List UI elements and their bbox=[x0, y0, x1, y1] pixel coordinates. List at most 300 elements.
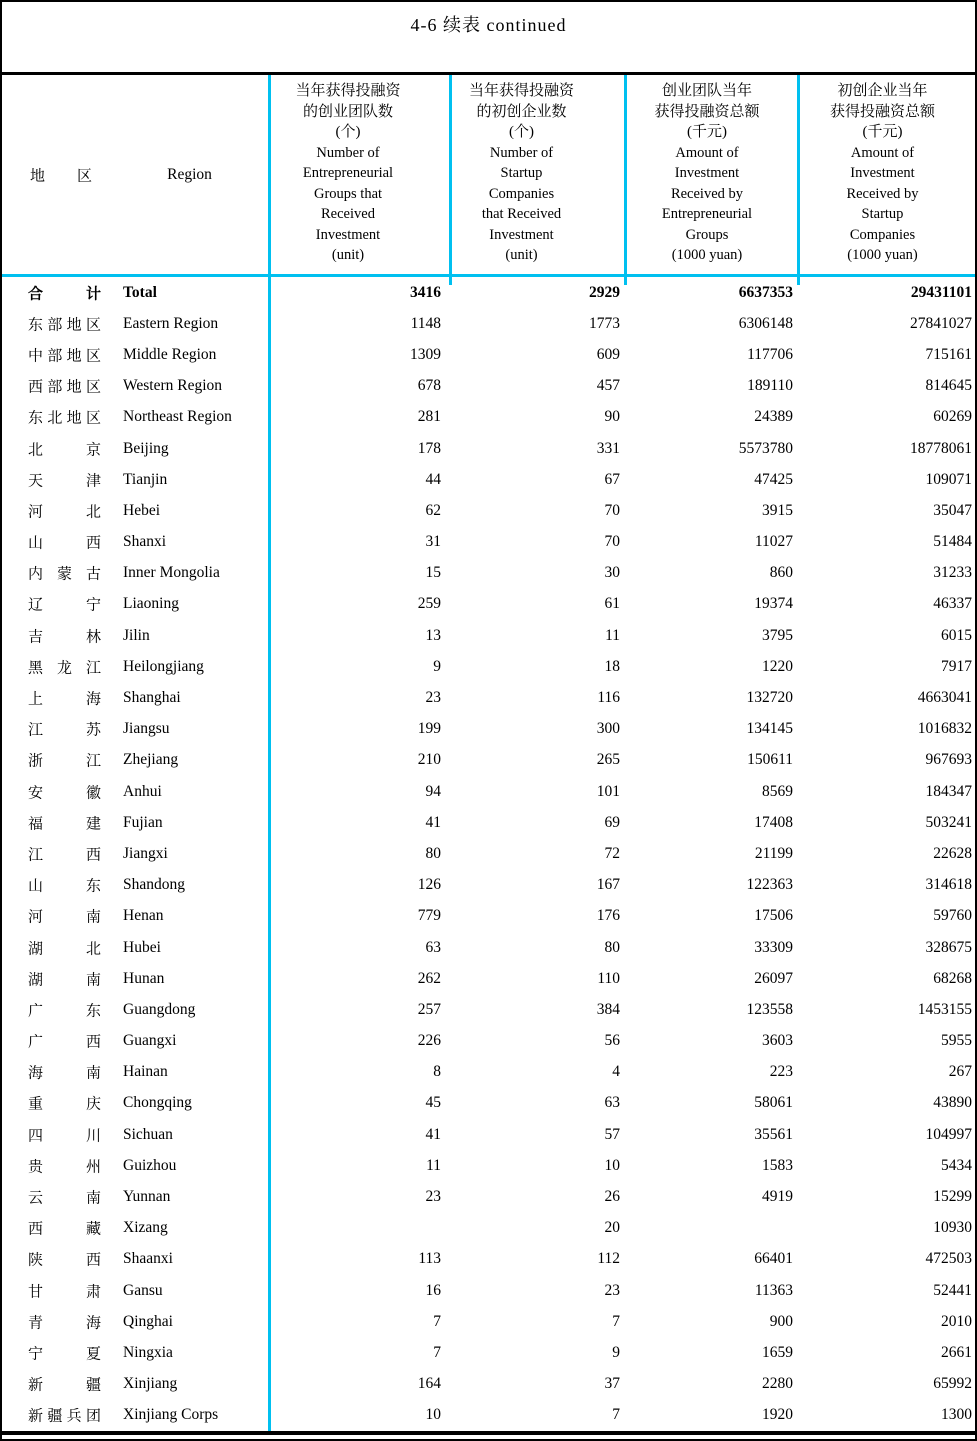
value-startup-companies-count: 80 bbox=[604, 938, 620, 956]
value-entrepreneurial-groups-count: 7 bbox=[433, 1312, 441, 1330]
value-entrepreneurial-groups-count: 1309 bbox=[410, 345, 441, 363]
column-header-line-cn: 的创业团队数 bbox=[302, 103, 393, 120]
value-startup-companies-count: 457 bbox=[596, 377, 620, 395]
value-investment-entrepreneurial-groups: 8569 bbox=[762, 782, 793, 800]
region-name-cn bbox=[28, 781, 101, 802]
value-entrepreneurial-groups-count: 11 bbox=[426, 1156, 441, 1174]
region-name-cn-char: 宁 bbox=[28, 1346, 44, 1363]
region-name-cn-char: 地 bbox=[66, 410, 82, 427]
value-entrepreneurial-groups-count: 113 bbox=[418, 1250, 441, 1268]
column-header bbox=[454, 81, 589, 266]
region-name-en: Middle Region bbox=[123, 345, 217, 363]
region-name-cn bbox=[28, 875, 101, 896]
region-name-en: Sichuan bbox=[123, 1125, 173, 1143]
value-investment-startup-companies: 18778061 bbox=[910, 439, 972, 457]
value-investment-entrepreneurial-groups: 3915 bbox=[762, 501, 793, 519]
table-row bbox=[2, 308, 975, 339]
column-header-line-cn: 获得投融资总额 bbox=[829, 103, 935, 120]
column-header-line-en: (1000 yuan) bbox=[847, 247, 918, 263]
region-name-cn bbox=[28, 1342, 101, 1363]
value-entrepreneurial-groups-count: 226 bbox=[417, 1032, 441, 1050]
region-name-cn-char: 西 bbox=[28, 379, 44, 396]
column-header bbox=[273, 81, 423, 266]
table-row bbox=[2, 371, 975, 402]
table-row bbox=[2, 745, 975, 776]
region-name-cn-char: 黑 bbox=[28, 660, 44, 677]
column-divider-3 bbox=[797, 75, 800, 285]
region-name-cn bbox=[28, 532, 101, 553]
value-investment-startup-companies: 2661 bbox=[941, 1343, 972, 1361]
value-entrepreneurial-groups-count: 41 bbox=[425, 813, 441, 831]
value-entrepreneurial-groups-count: 281 bbox=[417, 408, 441, 426]
region-name-cn bbox=[28, 376, 101, 397]
region-name-cn bbox=[28, 1093, 101, 1114]
value-investment-entrepreneurial-groups: 150611 bbox=[747, 751, 793, 769]
region-name-cn-char: 部 bbox=[47, 317, 63, 334]
value-investment-entrepreneurial-groups: 1920 bbox=[762, 1406, 793, 1424]
value-investment-startup-companies: 1453155 bbox=[917, 1000, 972, 1018]
table-row bbox=[2, 1181, 975, 1212]
value-startup-companies-count: 7 bbox=[612, 1406, 620, 1424]
column-header-line-cn: (个) bbox=[509, 124, 534, 140]
region-name-cn-char: 湖 bbox=[28, 972, 44, 989]
region-name-cn bbox=[28, 344, 101, 365]
table-row bbox=[2, 495, 975, 526]
value-investment-startup-companies: 314618 bbox=[925, 876, 972, 894]
value-startup-companies-count: 9 bbox=[612, 1343, 620, 1361]
region-name-en: Heilongjiang bbox=[123, 657, 204, 675]
region-name-en: Guangxi bbox=[123, 1032, 177, 1050]
value-investment-entrepreneurial-groups: 122363 bbox=[746, 876, 793, 894]
region-name-en: Hebei bbox=[123, 501, 161, 519]
region-name-en: Guizhou bbox=[123, 1156, 177, 1174]
region-name-cn-char: 中 bbox=[28, 348, 44, 365]
region-name-cn bbox=[28, 1155, 101, 1176]
region-name-cn-char: 北 bbox=[28, 442, 44, 459]
region-name-cn-char: 北 bbox=[85, 941, 101, 958]
region-name-en: Tianjin bbox=[123, 470, 168, 488]
value-startup-companies-count: 72 bbox=[604, 844, 620, 862]
region-name-cn bbox=[28, 688, 101, 709]
column-header-line-en: (unit) bbox=[331, 247, 365, 263]
region-name-cn-char: 区 bbox=[85, 410, 101, 427]
value-entrepreneurial-groups-count: 257 bbox=[417, 1000, 441, 1018]
region-name-cn-char: 新 bbox=[28, 1408, 44, 1425]
value-entrepreneurial-groups-count: 62 bbox=[425, 501, 441, 519]
value-startup-companies-count: 101 bbox=[596, 782, 620, 800]
region-name-cn-char: 西 bbox=[85, 1252, 101, 1269]
region-name-cn bbox=[28, 1124, 101, 1145]
value-startup-companies-count: 70 bbox=[604, 501, 620, 519]
region-name-cn-char: 宁 bbox=[85, 597, 101, 614]
table-row bbox=[2, 1369, 975, 1400]
region-name-cn bbox=[28, 1405, 101, 1426]
column-header-line-en: Received by bbox=[846, 185, 919, 202]
value-investment-startup-companies: 68268 bbox=[933, 969, 972, 987]
value-entrepreneurial-groups-count: 41 bbox=[425, 1125, 441, 1143]
region-name-cn-char: 计 bbox=[85, 286, 101, 303]
region-name-en: Shaanxi bbox=[123, 1250, 173, 1268]
value-investment-startup-companies: 5434 bbox=[941, 1156, 972, 1174]
value-entrepreneurial-groups-count: 15 bbox=[425, 564, 441, 582]
table-row bbox=[2, 339, 975, 370]
region-name-cn bbox=[28, 1062, 101, 1083]
value-entrepreneurial-groups-count: 10 bbox=[425, 1406, 441, 1424]
region-name-cn-char: 南 bbox=[85, 1190, 101, 1207]
table-row bbox=[2, 1213, 975, 1244]
region-name-cn-char: 西 bbox=[85, 1034, 101, 1051]
value-investment-startup-companies: 15299 bbox=[933, 1188, 972, 1206]
region-name-cn-char: 徽 bbox=[85, 785, 101, 802]
value-investment-entrepreneurial-groups: 33309 bbox=[754, 938, 793, 956]
region-name-en: Gansu bbox=[123, 1281, 163, 1299]
region-name-cn-char: 江 bbox=[28, 847, 44, 864]
value-investment-entrepreneurial-groups: 11027 bbox=[754, 533, 793, 551]
region-name-cn bbox=[28, 438, 101, 459]
value-investment-startup-companies: 5955 bbox=[941, 1032, 972, 1050]
table-body bbox=[2, 277, 975, 1431]
value-investment-startup-companies: 472503 bbox=[925, 1250, 972, 1268]
region-name-cn-char: 云 bbox=[28, 1190, 44, 1207]
table-row bbox=[2, 433, 975, 464]
region-name-en: Jiangsu bbox=[123, 720, 170, 738]
column-header-line-en: Groups bbox=[685, 226, 729, 243]
region-name-cn-char: 地 bbox=[66, 348, 82, 365]
table-row bbox=[2, 1306, 975, 1337]
region-name-cn-char: 古 bbox=[85, 566, 101, 583]
value-entrepreneurial-groups-count: 164 bbox=[417, 1375, 441, 1393]
region-name-cn-char: 海 bbox=[85, 691, 101, 708]
table-row bbox=[2, 589, 975, 620]
region-header-cn-char2: 区 bbox=[76, 168, 92, 184]
table-row bbox=[2, 932, 975, 963]
region-name-cn bbox=[28, 999, 101, 1020]
region-name-cn-char: 海 bbox=[28, 1065, 44, 1082]
column-header-line-en: (1000 yuan) bbox=[671, 247, 743, 263]
table-row bbox=[2, 870, 975, 901]
value-entrepreneurial-groups-count: 1148 bbox=[410, 314, 441, 332]
column-divider-2 bbox=[624, 75, 627, 285]
value-investment-startup-companies: 29431101 bbox=[910, 283, 972, 301]
region-name-cn-char: 浙 bbox=[28, 753, 44, 770]
region-name-en: Eastern Region bbox=[123, 314, 219, 332]
region-header-cn-char1: 地 bbox=[30, 168, 46, 184]
value-investment-entrepreneurial-groups: 5573780 bbox=[738, 439, 793, 457]
table-row bbox=[2, 1244, 975, 1275]
region-name-cn-char: 西 bbox=[85, 847, 101, 864]
value-startup-companies-count: 11 bbox=[605, 626, 620, 644]
value-investment-startup-companies: 7917 bbox=[941, 657, 972, 675]
value-entrepreneurial-groups-count: 3416 bbox=[410, 283, 441, 301]
region-name-cn bbox=[28, 1280, 101, 1301]
region-name-cn bbox=[28, 719, 101, 740]
value-investment-startup-companies: 967693 bbox=[925, 751, 972, 769]
region-name-cn-char: 疆 bbox=[47, 1408, 63, 1425]
region-name-en: Hubei bbox=[123, 938, 161, 956]
region-name-cn bbox=[28, 812, 101, 833]
region-name-cn-char: 天 bbox=[28, 473, 44, 490]
table-row bbox=[2, 838, 975, 869]
table-row bbox=[2, 1150, 975, 1181]
value-entrepreneurial-groups-count: 178 bbox=[417, 439, 441, 457]
value-entrepreneurial-groups-count: 63 bbox=[425, 938, 441, 956]
value-investment-startup-companies: 1300 bbox=[941, 1406, 972, 1424]
region-name-cn-char: 疆 bbox=[85, 1377, 101, 1394]
region-name-cn-char: 区 bbox=[85, 379, 101, 396]
value-investment-startup-companies: 2010 bbox=[941, 1312, 972, 1330]
column-header-line-cn: 当年获得投融资 bbox=[295, 83, 401, 99]
value-investment-startup-companies: 267 bbox=[948, 1063, 972, 1081]
table-row bbox=[2, 1088, 975, 1119]
region-name-cn bbox=[28, 594, 101, 615]
value-entrepreneurial-groups-count: 678 bbox=[417, 377, 441, 395]
table-row bbox=[2, 402, 975, 433]
value-investment-entrepreneurial-groups: 3603 bbox=[762, 1032, 793, 1050]
table-row bbox=[2, 620, 975, 651]
value-investment-startup-companies: 52441 bbox=[933, 1281, 972, 1299]
value-startup-companies-count: 67 bbox=[604, 470, 620, 488]
value-startup-companies-count: 69 bbox=[604, 813, 620, 831]
region-name-cn-char: 西 bbox=[85, 535, 101, 552]
region-name-cn-char: 肃 bbox=[85, 1284, 101, 1301]
value-investment-startup-companies: 109071 bbox=[925, 470, 972, 488]
region-name-cn-char: 重 bbox=[28, 1096, 44, 1113]
column-header-line-en: Companies bbox=[488, 185, 555, 202]
value-investment-startup-companies: 43890 bbox=[933, 1094, 972, 1112]
region-name-en: Hunan bbox=[123, 969, 165, 987]
region-name-cn bbox=[28, 1187, 101, 1208]
region-name-en: Xizang bbox=[123, 1219, 168, 1237]
value-investment-startup-companies: 65992 bbox=[933, 1375, 972, 1393]
table-row bbox=[2, 901, 975, 932]
value-investment-startup-companies: 51484 bbox=[933, 533, 972, 551]
table-header bbox=[2, 75, 975, 274]
value-startup-companies-count: 112 bbox=[597, 1250, 620, 1268]
value-entrepreneurial-groups-count: 23 bbox=[425, 1188, 441, 1206]
value-startup-companies-count: 63 bbox=[604, 1094, 620, 1112]
region-name-cn-char: 辽 bbox=[28, 597, 44, 614]
column-header-line-en: Companies bbox=[849, 226, 916, 243]
column-header-line-en: Number of bbox=[316, 144, 380, 161]
table-row bbox=[2, 714, 975, 745]
value-startup-companies-count: 110 bbox=[597, 969, 620, 987]
table-row bbox=[2, 651, 975, 682]
column-header-line-en: Entrepreneurial bbox=[302, 165, 394, 181]
region-name-en: Beijing bbox=[123, 439, 169, 457]
value-investment-entrepreneurial-groups: 132720 bbox=[746, 689, 793, 707]
region-name-en: Yunnan bbox=[123, 1188, 171, 1206]
value-investment-entrepreneurial-groups: 223 bbox=[769, 1063, 793, 1081]
region-name-cn-char: 建 bbox=[85, 816, 101, 833]
column-header-line-cn: 获得投融资总额 bbox=[654, 103, 760, 120]
value-investment-entrepreneurial-groups: 24389 bbox=[754, 408, 793, 426]
value-entrepreneurial-groups-count: 16 bbox=[425, 1281, 441, 1299]
region-name-en: Shandong bbox=[123, 876, 185, 894]
region-name-en: Jiangxi bbox=[123, 844, 168, 862]
region-name-cn-char: 兵 bbox=[66, 1408, 82, 1425]
value-entrepreneurial-groups-count: 9 bbox=[433, 657, 441, 675]
column-header-line-en: Groups that bbox=[313, 185, 383, 202]
region-name-cn-char: 四 bbox=[28, 1128, 44, 1145]
value-investment-entrepreneurial-groups: 17408 bbox=[754, 813, 793, 831]
region-name-cn bbox=[28, 1031, 101, 1052]
value-startup-companies-count: 10 bbox=[604, 1156, 620, 1174]
value-investment-entrepreneurial-groups: 189110 bbox=[747, 377, 793, 395]
value-entrepreneurial-groups-count: 259 bbox=[417, 595, 441, 613]
region-name-cn-char: 广 bbox=[28, 1034, 44, 1051]
value-entrepreneurial-groups-count: 7 bbox=[433, 1343, 441, 1361]
region-name-en: Shanghai bbox=[123, 689, 181, 707]
region-name-cn-char: 地 bbox=[66, 317, 82, 334]
column-header-line-en: Startup bbox=[861, 206, 904, 222]
region-name-cn-char: 庆 bbox=[85, 1096, 101, 1113]
value-investment-entrepreneurial-groups: 17506 bbox=[754, 907, 793, 925]
region-name-cn-char: 甘 bbox=[28, 1284, 44, 1301]
page-title: 4-6 续表 continued bbox=[410, 15, 567, 35]
value-entrepreneurial-groups-count: 779 bbox=[417, 907, 441, 925]
region-name-cn-char: 江 bbox=[85, 753, 101, 770]
region-name-cn-char: 川 bbox=[85, 1128, 101, 1145]
table-row bbox=[2, 1119, 975, 1150]
value-investment-entrepreneurial-groups: 117706 bbox=[747, 345, 793, 363]
value-entrepreneurial-groups-count: 126 bbox=[417, 876, 441, 894]
value-investment-entrepreneurial-groups: 4919 bbox=[762, 1188, 793, 1206]
value-investment-startup-companies: 503241 bbox=[925, 813, 972, 831]
value-investment-startup-companies: 10930 bbox=[933, 1219, 972, 1237]
region-name-cn-char: 东 bbox=[28, 410, 44, 427]
value-startup-companies-count: 265 bbox=[596, 751, 620, 769]
region-name-cn-char: 蒙 bbox=[56, 566, 72, 583]
value-startup-companies-count: 609 bbox=[596, 345, 620, 363]
table-row bbox=[2, 277, 975, 308]
region-name-en: Xinjiang Corps bbox=[123, 1406, 219, 1424]
region-name-cn-char: 苏 bbox=[85, 722, 101, 739]
table-row bbox=[2, 558, 975, 589]
region-name-cn bbox=[28, 750, 101, 771]
value-startup-companies-count: 2929 bbox=[589, 283, 620, 301]
column-header-line-en: Number of bbox=[489, 144, 554, 161]
region-name-en: Total bbox=[123, 283, 157, 301]
region-name-en: Northeast Region bbox=[123, 408, 232, 426]
region-name-en: Shanxi bbox=[123, 533, 167, 551]
value-investment-startup-companies: 6015 bbox=[941, 626, 972, 644]
region-name-en: Western Region bbox=[123, 377, 223, 395]
value-startup-companies-count: 176 bbox=[596, 907, 620, 925]
value-startup-companies-count: 18 bbox=[604, 657, 620, 675]
region-name-en: Fujian bbox=[123, 813, 163, 831]
value-investment-entrepreneurial-groups: 26097 bbox=[754, 969, 793, 987]
region-name-cn-char: 上 bbox=[28, 691, 44, 708]
column-header bbox=[800, 81, 965, 266]
region-name-en: Guangdong bbox=[123, 1000, 196, 1018]
table-bottom-rule bbox=[2, 1431, 975, 1435]
column-header-line-en: Investment bbox=[674, 165, 740, 181]
column-header-line-cn: (千元) bbox=[687, 124, 727, 140]
value-startup-companies-count: 37 bbox=[604, 1375, 620, 1393]
region-name-cn-char: 吉 bbox=[28, 629, 44, 646]
value-investment-entrepreneurial-groups: 47425 bbox=[754, 470, 793, 488]
column-header-line-en: Entrepreneurial bbox=[661, 206, 753, 222]
value-investment-startup-companies: 31233 bbox=[933, 564, 972, 582]
value-investment-startup-companies: 27841027 bbox=[910, 314, 972, 332]
region-name-cn-char: 湖 bbox=[28, 941, 44, 958]
column-header-line-en: Amount of bbox=[850, 144, 915, 161]
value-entrepreneurial-groups-count: 13 bbox=[425, 626, 441, 644]
region-name-en: Inner Mongolia bbox=[123, 564, 220, 582]
region-name-cn-char: 夏 bbox=[85, 1346, 101, 1363]
value-investment-startup-companies: 4663041 bbox=[917, 689, 972, 707]
region-name-en: Hainan bbox=[123, 1063, 168, 1081]
region-name-cn-char: 广 bbox=[28, 1003, 44, 1020]
table-row bbox=[2, 807, 975, 838]
column-header-line-en: Received bbox=[321, 206, 375, 222]
value-investment-startup-companies: 22628 bbox=[933, 844, 972, 862]
value-entrepreneurial-groups-count: 44 bbox=[425, 470, 441, 488]
column-header-line-cn: (千元) bbox=[862, 124, 903, 140]
value-investment-startup-companies: 46337 bbox=[933, 595, 972, 613]
region-header-en: Region bbox=[167, 165, 212, 183]
region-name-en: Anhui bbox=[123, 782, 162, 800]
value-investment-startup-companies: 59760 bbox=[933, 907, 972, 925]
table-row bbox=[2, 1275, 975, 1306]
value-investment-entrepreneurial-groups: 19374 bbox=[754, 595, 793, 613]
region-name-cn-char: 山 bbox=[28, 878, 44, 895]
region-name-cn bbox=[28, 843, 101, 864]
table-row bbox=[2, 994, 975, 1025]
region-name-cn-char: 南 bbox=[85, 1065, 101, 1082]
region-name-cn-char: 贵 bbox=[28, 1159, 44, 1176]
value-investment-startup-companies: 1016832 bbox=[917, 720, 972, 738]
region-header-cn bbox=[30, 164, 92, 185]
region-name-cn-char: 东 bbox=[85, 878, 101, 895]
region-name-cn bbox=[28, 1374, 101, 1395]
column-header-line-cn: 当年获得投融资 bbox=[468, 83, 574, 99]
value-investment-entrepreneurial-groups: 860 bbox=[769, 564, 793, 582]
value-investment-startup-companies: 104997 bbox=[925, 1125, 972, 1143]
value-entrepreneurial-groups-count: 23 bbox=[425, 689, 441, 707]
column-header-line-en: Received by bbox=[670, 185, 744, 202]
region-name-cn bbox=[28, 282, 101, 303]
value-investment-entrepreneurial-groups: 1220 bbox=[762, 657, 793, 675]
value-startup-companies-count: 4 bbox=[612, 1063, 620, 1081]
region-name-cn-char: 东 bbox=[85, 1003, 101, 1020]
region-name-cn-char: 部 bbox=[47, 348, 63, 365]
value-startup-companies-count: 57 bbox=[604, 1125, 620, 1143]
region-name-cn-char: 部 bbox=[47, 379, 63, 396]
region-name-cn-char: 安 bbox=[28, 785, 44, 802]
region-name-en: Chongqing bbox=[123, 1094, 192, 1112]
region-name-en: Ningxia bbox=[123, 1343, 173, 1361]
region-name-cn bbox=[28, 625, 101, 646]
value-entrepreneurial-groups-count: 94 bbox=[425, 782, 441, 800]
region-name-cn-char: 陕 bbox=[28, 1252, 44, 1269]
region-name-en: Qinghai bbox=[123, 1312, 173, 1330]
value-startup-companies-count: 20 bbox=[604, 1219, 620, 1237]
value-investment-entrepreneurial-groups: 900 bbox=[769, 1312, 793, 1330]
region-name-cn bbox=[28, 1218, 101, 1239]
value-investment-startup-companies: 814645 bbox=[925, 377, 972, 395]
value-entrepreneurial-groups-count: 199 bbox=[417, 720, 441, 738]
column-header bbox=[627, 81, 787, 266]
value-startup-companies-count: 23 bbox=[604, 1281, 620, 1299]
value-startup-companies-count: 1773 bbox=[589, 314, 620, 332]
column-divider-1 bbox=[449, 75, 452, 285]
region-name-cn-char: 合 bbox=[28, 286, 44, 303]
region-name-en: Jilin bbox=[123, 626, 150, 644]
region-name-en: Henan bbox=[123, 907, 164, 925]
value-investment-startup-companies: 35047 bbox=[933, 501, 972, 519]
value-investment-entrepreneurial-groups: 11363 bbox=[754, 1281, 793, 1299]
